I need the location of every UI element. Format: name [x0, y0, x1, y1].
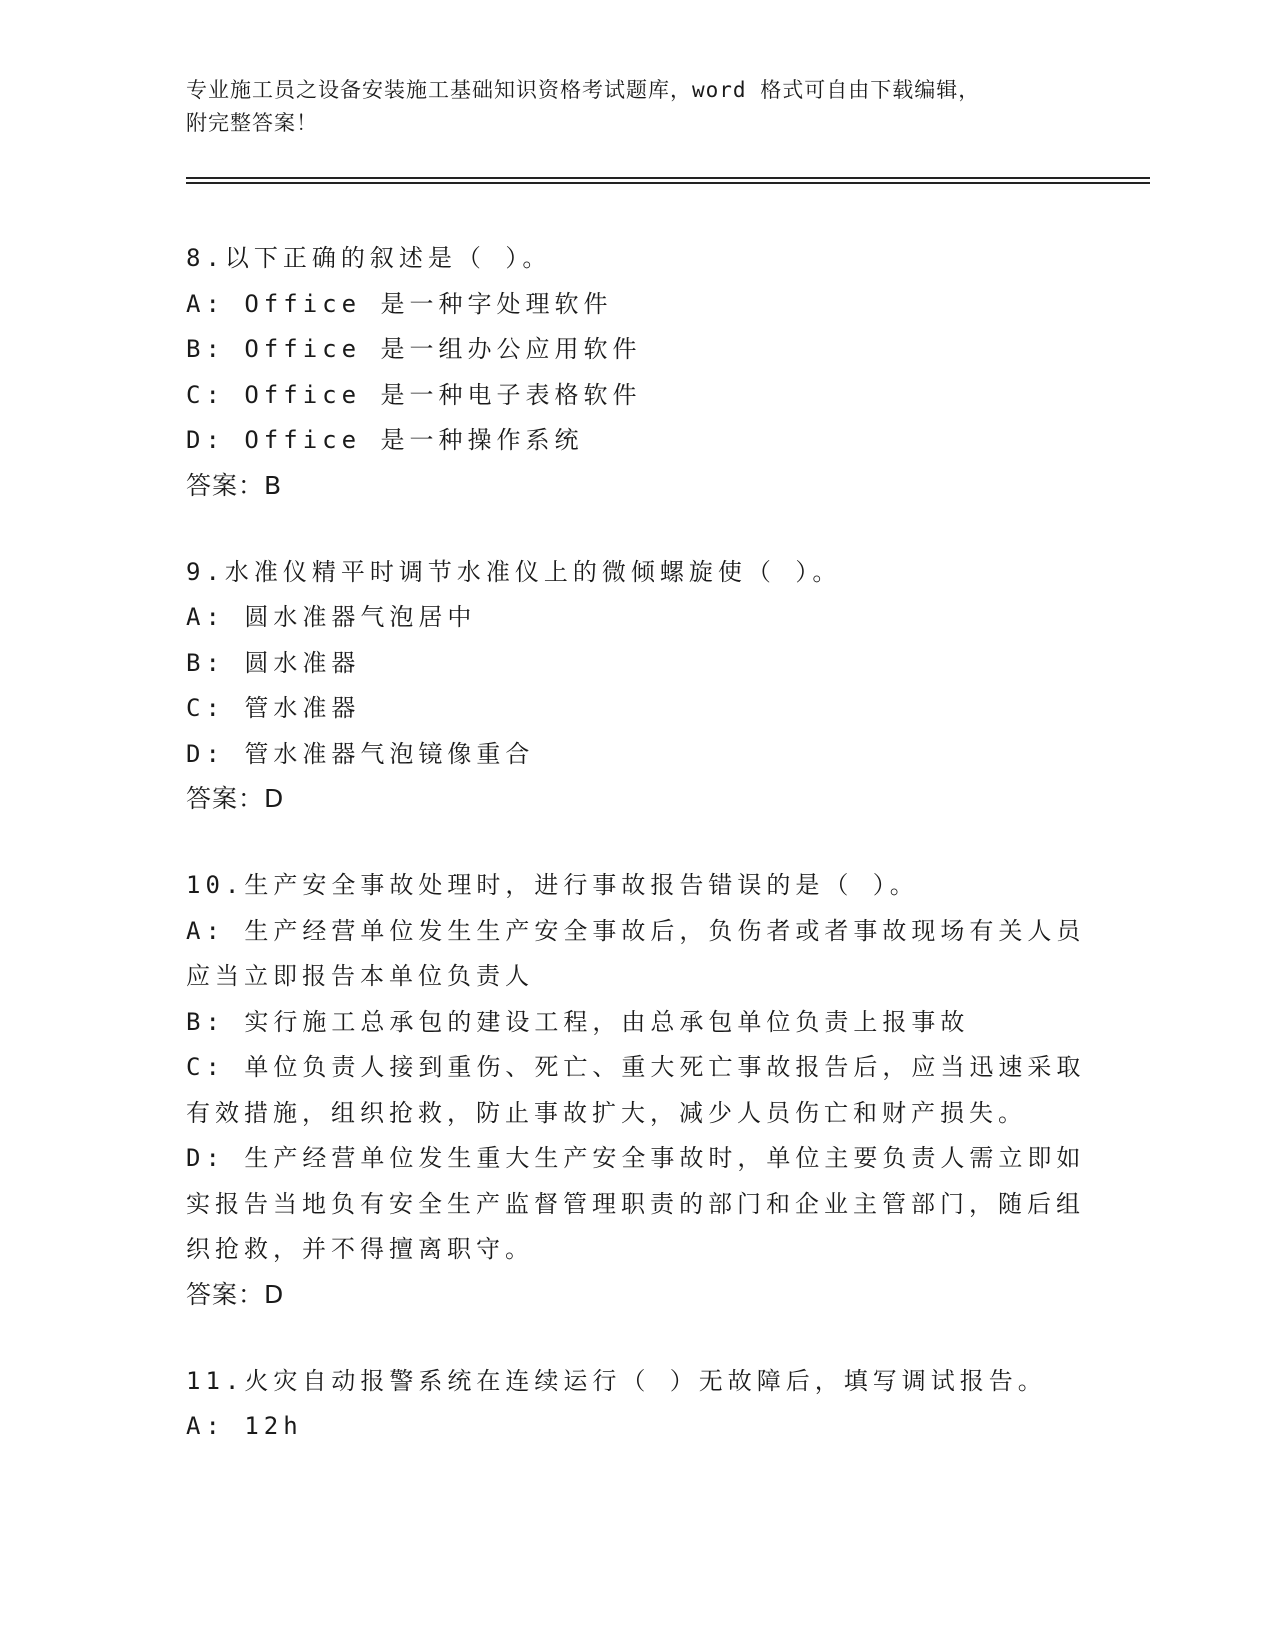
- option-a: A: Office 是一种字处理软件: [186, 289, 613, 318]
- option-b: B: 圆水准器: [186, 648, 361, 677]
- option-a: A: 圆水准器气泡居中: [186, 603, 477, 631]
- header-divider-top: [186, 177, 1150, 179]
- question-list: [186, 236, 1086, 1492]
- option-a: A: 12h: [186, 1412, 303, 1440]
- question-8: [186, 236, 1086, 508]
- answer: 答案：D: [186, 1279, 285, 1309]
- question-11: [186, 1359, 1086, 1450]
- option-d: D: 生产经营单位发生重大生产安全事故时，单位主要负责人需立即如实报告当地负有安全生产监督管理职责的部门和企业主管部门，随后组织抢救，并不得擅离职守。: [186, 1144, 1086, 1263]
- option-d: D: Office 是一种操作系统: [186, 426, 584, 454]
- header-line-1: 专业施工员之设备安装施工基础知识资格考试题库，word 格式可自由下载编辑，: [186, 78, 981, 102]
- question-stem: 9.水准仪精平时调节水准仪上的微倾螺旋使（ ）。: [186, 557, 842, 586]
- answer: 答案：B: [186, 470, 283, 500]
- option-d: D: 管水准器气泡镜像重合: [186, 739, 535, 768]
- question-stem: 8.以下正确的叙述是（ ）。: [186, 244, 552, 272]
- document-header: [186, 74, 1066, 140]
- option-a: A: 生产经营单位发生生产安全事故后，负伤者或者事故现场有关人员应当立即报告本单位负责人: [186, 916, 1086, 990]
- header-line-2: 附完整答案！: [186, 111, 318, 135]
- option-c: C: 单位负责人接到重伤、死亡、重大死亡事故报告后，应当迅速采取有效措施，组织抢救，防止事故扩大，减少人员伤亡和财产损失。: [186, 1053, 1086, 1127]
- question-9: [186, 550, 1086, 822]
- question-10: [186, 863, 1086, 1317]
- option-b: B: Office 是一组办公应用软件: [186, 335, 642, 363]
- option-c: C: 管水准器: [186, 694, 361, 722]
- question-stem: 11.火灾自动报警系统在连续运行（ ）无故障后，填写调试报告。: [186, 1366, 1047, 1395]
- header-divider-bottom: [186, 182, 1150, 184]
- option-b: B: 实行施工总承包的建设工程，由总承包单位负责上报事故: [186, 1007, 970, 1036]
- question-stem: 10.生产安全事故处理时，进行事故报告错误的是（ ）。: [186, 871, 919, 899]
- option-c: C: Office 是一种电子表格软件: [186, 380, 642, 409]
- answer: 答案：D: [186, 784, 285, 813]
